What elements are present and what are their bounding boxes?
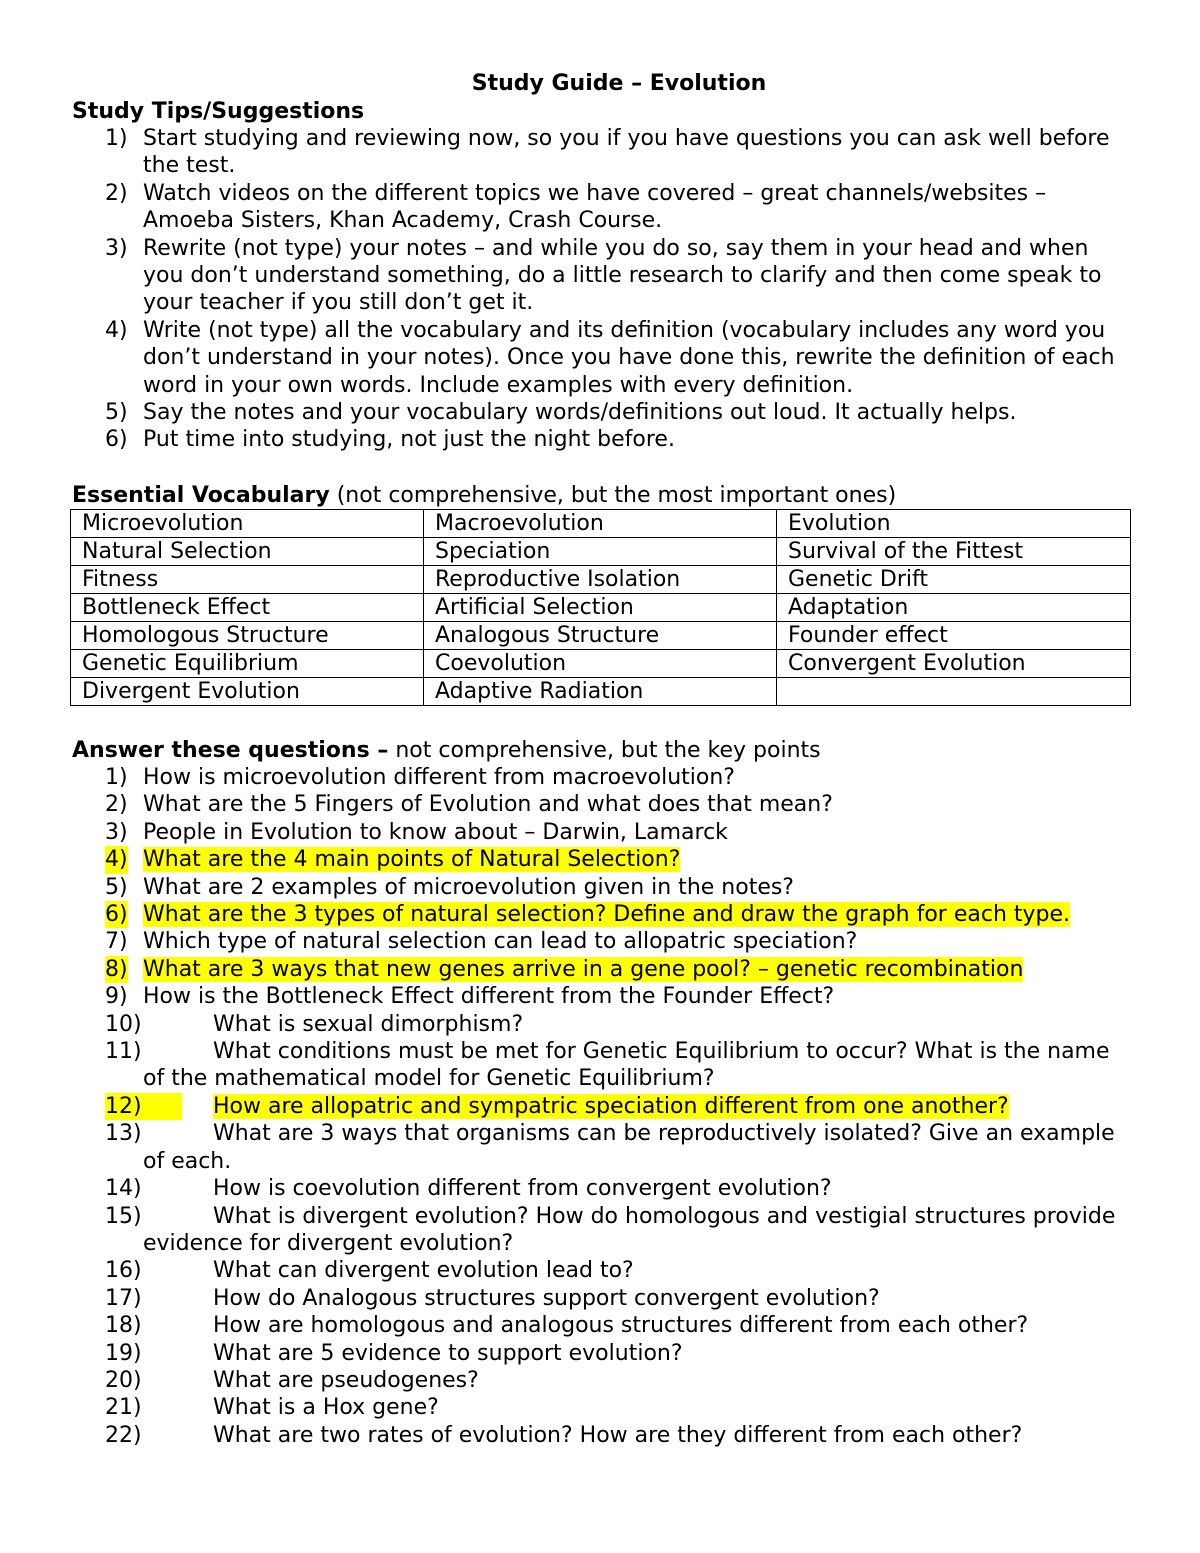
question-text: What can divergent evolution lead to?	[213, 1258, 634, 1284]
vocab-term: Founder effect	[777, 622, 1131, 650]
question-text: What are the 5 Fingers of Evolution and what does that mean?	[143, 792, 833, 818]
vocab-term: Evolution	[777, 510, 1131, 538]
question-text: What are the 4 main points of Natural Selection?	[143, 847, 681, 873]
question-item	[72, 956, 1132, 983]
tip-item	[72, 317, 1132, 399]
question-item	[72, 1312, 1132, 1339]
vocab-term: Survival of the Fittest	[777, 538, 1131, 566]
vocab-term: Coevolution	[424, 650, 777, 678]
question-number: 8)	[105, 956, 128, 982]
question-item	[72, 846, 1132, 873]
question-number: 3)	[105, 819, 128, 845]
question-number: 13)	[105, 1121, 142, 1147]
question-text: What conditions must be met for Genetic Equilibrium to occur? What is the name of the mathematical model for Genetic Equilibrium?	[143, 1039, 1110, 1092]
vocab-term: Analogous Structure	[424, 622, 777, 650]
vocab-term: Fitness	[71, 566, 424, 594]
question-item	[72, 1367, 1132, 1394]
vocab-table-body	[71, 510, 1131, 706]
tip-item	[72, 180, 1132, 235]
tip-text: Watch videos on the different topics we have covered – great channels/websites – Amoeba Sisters, Khan Academy, Crash Course.	[143, 180, 1047, 234]
question-item	[72, 1120, 1132, 1175]
question-item	[72, 1257, 1132, 1284]
question-text: What is a Hox gene?	[213, 1395, 439, 1421]
vocab-term: Microevolution	[71, 510, 424, 538]
question-number: 5)	[105, 874, 128, 900]
tip-item	[72, 235, 1132, 317]
questions-heading	[72, 737, 821, 765]
question-item	[72, 764, 1132, 791]
vocab-term: Macroevolution	[424, 510, 777, 538]
question-item	[72, 1011, 1132, 1038]
question-item	[72, 1285, 1132, 1312]
question-text: How are allopatric and sympatric speciation different from one another?	[213, 1093, 1009, 1119]
question-text: What is sexual dimorphism?	[213, 1011, 524, 1037]
vocab-row	[71, 650, 1131, 678]
question-text: What is divergent evolution? How do homologous and vestigial structures provide evidence for divergent evolution?	[143, 1203, 1116, 1256]
question-text: What are 5 evidence to support evolution?	[213, 1340, 683, 1366]
tip-text: Rewrite (not type) your notes – and while you do so, say them in your head and when you don’t understand something, do a little research to clarify and then come speak to your teacher if you still don’t get it.	[143, 235, 1102, 316]
vocab-term: Adaptation	[777, 594, 1131, 622]
questions-heading-note: not comprehensive, but the key points	[388, 738, 821, 763]
question-text: How is microevolution different from macroevolution?	[143, 765, 735, 790]
question-item	[72, 1175, 1132, 1202]
page-title: Study Guide – Evolution	[471, 71, 767, 96]
question-text: People in Evolution to know about – Darwin, Lamarck	[143, 819, 728, 845]
vocab-term: Homologous Structure	[71, 622, 424, 650]
vocab-row	[71, 678, 1131, 706]
tip-number: 4)	[105, 317, 128, 343]
question-item	[72, 1340, 1132, 1367]
tip-text: Start studying and reviewing now, so you if you have questions you can ask well before the test.	[143, 126, 1110, 179]
question-number: 4)	[105, 847, 128, 873]
tip-number: 2)	[105, 180, 128, 206]
question-item	[72, 1394, 1132, 1421]
question-number: 15)	[105, 1203, 142, 1229]
vocab-term: Artificial Selection	[424, 594, 777, 622]
question-item	[72, 1038, 1132, 1093]
question-number: 1)	[105, 765, 128, 790]
question-text: What are pseudogenes?	[213, 1367, 479, 1393]
question-text: What are 3 ways that organisms can be reproductively isolated? Give an example of each.	[143, 1121, 1115, 1174]
vocab-term: Genetic Equilibrium	[71, 650, 424, 678]
questions-list	[72, 764, 1132, 1449]
question-item	[72, 1422, 1132, 1449]
tip-number: 1)	[105, 126, 128, 151]
tip-item	[72, 125, 1132, 180]
questions-heading-bold: Answer these questions –	[72, 738, 389, 763]
question-number: 17)	[105, 1285, 142, 1311]
question-number: 21)	[105, 1395, 142, 1421]
tip-item	[72, 426, 1132, 453]
tip-number: 3)	[105, 235, 128, 261]
tips-heading: Study Tips/Suggestions	[72, 99, 365, 124]
question-number: 2)	[105, 792, 128, 818]
question-item	[72, 819, 1132, 846]
question-number: 11)	[105, 1039, 142, 1065]
tip-number: 6)	[105, 427, 128, 453]
vocab-term: Speciation	[424, 538, 777, 566]
tip-text: Put time into studying, not just the night before.	[143, 427, 675, 453]
question-text: Which type of natural selection can lead to allopatric speciation?	[143, 929, 858, 955]
question-text: What are the 3 types of natural selection? Define and draw the graph for each type.	[143, 902, 1071, 928]
question-number: 20)	[105, 1367, 142, 1393]
question-item	[72, 901, 1132, 928]
vocab-term: Bottleneck Effect	[71, 594, 424, 622]
question-text: What are two rates of evolution? How are they different from each other?	[213, 1422, 1023, 1448]
question-number: 19)	[105, 1340, 142, 1366]
tips-list	[72, 125, 1132, 454]
question-item	[72, 928, 1132, 955]
question-number: 22)	[105, 1422, 142, 1448]
question-item	[72, 874, 1132, 901]
question-number: 12)	[105, 1093, 182, 1120]
tip-item	[72, 399, 1132, 426]
vocab-heading	[72, 482, 896, 510]
question-text: How is coevolution different from convergent evolution?	[213, 1176, 832, 1202]
question-number: 14)	[105, 1176, 142, 1202]
tip-text: Say the notes and your vocabulary words/definitions out loud. It actually helps.	[143, 400, 1017, 426]
vocab-table	[70, 509, 1131, 706]
vocab-row	[71, 566, 1131, 594]
vocab-heading-note: (not comprehensive, but the most important ones)	[329, 483, 897, 508]
question-text: How are homologous and analogous structures different from each other?	[213, 1313, 1029, 1339]
vocab-term: Adaptive Radiation	[424, 678, 777, 706]
vocab-row	[71, 510, 1131, 538]
vocab-term: Natural Selection	[71, 538, 424, 566]
question-number: 16)	[105, 1258, 142, 1284]
vocab-term: Convergent Evolution	[777, 650, 1131, 678]
question-item	[72, 1093, 1132, 1120]
question-number: 18)	[105, 1313, 142, 1339]
vocab-row	[71, 594, 1131, 622]
tip-number: 5)	[105, 400, 128, 426]
vocab-term: Genetic Drift	[777, 566, 1131, 594]
question-number: 7)	[105, 929, 128, 955]
question-item	[72, 1203, 1132, 1258]
vocab-term: Reproductive Isolation	[424, 566, 777, 594]
vocab-term	[777, 678, 1131, 706]
question-text: What are 2 examples of microevolution given in the notes?	[143, 874, 794, 900]
question-number: 6)	[105, 902, 128, 928]
vocab-term: Divergent Evolution	[71, 678, 424, 706]
question-item	[72, 983, 1132, 1010]
question-text: How do Analogous structures support convergent evolution?	[213, 1285, 880, 1311]
tip-text: Write (not type) all the vocabulary and its definition (vocabulary includes any word you don’t understand in your notes). Once you have done this, rewrite the definition of each word in your own words. Include examples with every definition.	[143, 317, 1115, 398]
question-number: 10)	[105, 1011, 142, 1037]
question-text: What are 3 ways that new genes arrive in a gene pool? – genetic recombination	[143, 956, 1024, 982]
question-number: 9)	[105, 984, 128, 1010]
question-text: How is the Bottleneck Effect different from the Founder Effect?	[143, 984, 835, 1010]
vocab-row	[71, 538, 1131, 566]
vocab-heading-bold: Essential Vocabulary	[72, 483, 330, 508]
question-item	[72, 791, 1132, 818]
vocab-row	[71, 622, 1131, 650]
